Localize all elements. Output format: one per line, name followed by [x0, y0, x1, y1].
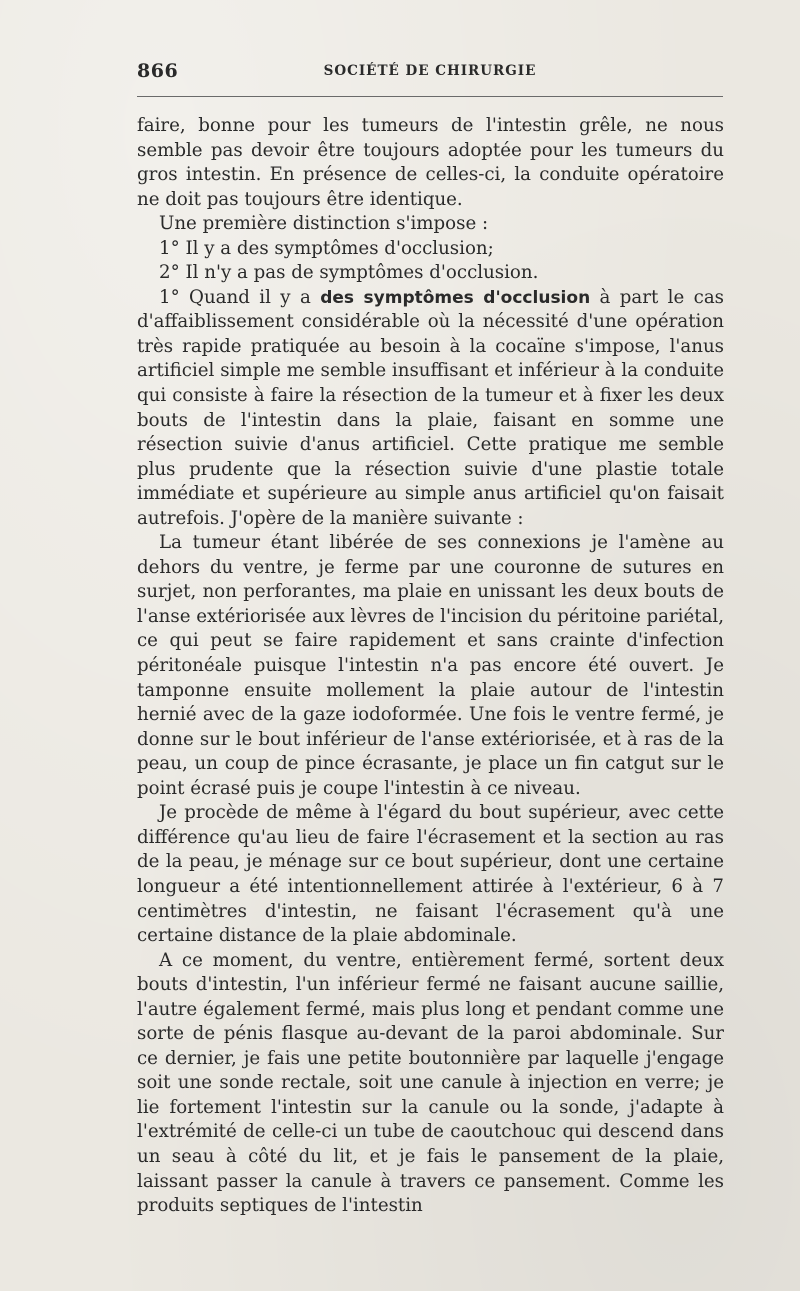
paragraph-rest: à part le cas d'affaiblissement considérable où la nécessité d'une opération très rapide pratiquée au besoin à la cocaïne s'impose, l'anus artificiel simple me semble insuffisant et inférieur à la conduite qui consiste à faire la résection de la tumeur et à fixer les deux bouts de l'intestin dans la plaie, faisant en somme une résection suivie d'anus artificiel. Cette pratique me semble plus prudente que la résection suivie d'une plastie totale immédiate et supérieure au simple anus artificiel qu'on faisait autrefois. J'opère de la manière suivante : [137, 286, 724, 529]
paragraph: A ce moment, du ventre, entièrement fermé, sortent deux bouts d'intestin, l'un inférieur fermé ne faisant aucune saillie, l'autre également fermé, mais plus long et pendant comme une sorte de pénis flasque au-devant de la paroi abdominale. Sur ce dernier, je fais une petite boutonnière par laquelle j'engage soit une sonde rectale, soit une canule à injection en verre; je lie fortement l'intestin sur la canule ou la sonde, j'adapte à l'extrémité de celle-ci un tube de caoutchouc qui descend dans un seau à côté du lit, et je fais le pansement de la plaie, laissant passer la canule à travers ce pansement. Comme les produits septiques de l'intestin [137, 949, 724, 1217]
body-text [137, 114, 724, 1219]
paragraph: faire, bonne pour les tumeurs de l'intestin grêle, ne nous semble pas devoir être toujours adoptée pour les tumeurs du gros intestin. En présence de celles-ci, la conduite opératoire ne doit pas toujours être identique. [137, 115, 724, 210]
paragraph: Une première distinction s'impose : [159, 213, 489, 235]
paragraph-lead: 1° Quand il y a [159, 286, 321, 308]
page-header [137, 56, 723, 86]
page-number: 866 [137, 60, 179, 82]
paragraph: Je procède de même à l'égard du bout supérieur, avec cette différence qu'au lieu de faire l'écrasement et la section au ras de la peau, je ménage sur ce bout supérieur, dont une certaine longueur a été intentionnellement attirée à l'extérieur, 6 à 7 centimètres d'intestin, ne faisant l'écrasement qu'à une certaine distance de la plaie abdominale. [137, 802, 724, 947]
emphasized-phrase: des symptômes d'occlusion [320, 287, 591, 308]
paragraph: La tumeur étant libérée de ses connexions je l'amène au dehors du ventre, je ferme par une couronne de sutures en surjet, non perforantes, ma plaie en unissant les deux bouts de l'anse extériorisée aux lèvres de l'incision du péritoine pariétal, ce qui peut se faire rapidement et sans crainte d'infection péritonéale puisque l'intestin n'a pas encore été ouvert. Je tamponne ensuite mollement la plaie autour de l'intestin hernié avec de la gaze iodoformée. Une fois le ventre fermé, je donne sur le bout inférieur de l'anse extériorisée, et à ras de la peau, un coup de pince écrasante, je place un fin catgut sur le point écrasé puis je coupe l'intestin à ce niveau. [137, 532, 725, 799]
running-head: SOCIÉTÉ DE CHIRURGIE [323, 63, 537, 79]
header-rule [137, 96, 723, 97]
list-item: 1° Il y a des symptômes d'occlusion; [159, 237, 494, 259]
paragraph [137, 286, 724, 531]
list-item: 2° Il n'y a pas de symptômes d'occlusion. [159, 262, 539, 284]
